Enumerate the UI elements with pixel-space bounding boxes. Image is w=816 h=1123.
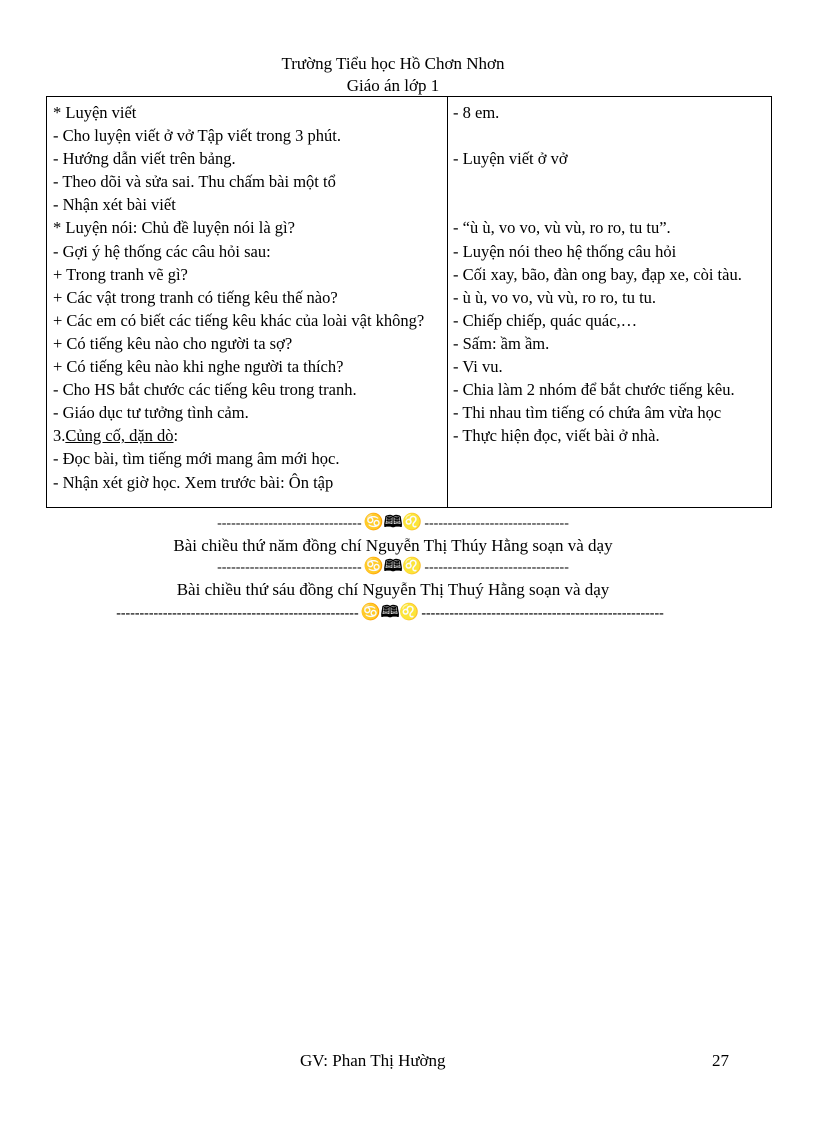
left-row: - Nhận xét giờ học. Xem trước bài: Ôn tập xyxy=(53,472,334,492)
left-row: - Theo dõi và sửa sai. Thu chấm bài một tổ xyxy=(53,172,336,192)
ornament-icon: ♋🕮♌ xyxy=(360,604,420,621)
friday-note: Bài chiều thứ sáu đồng chí Nguyễn Thị Thuý Hằng soạn và dạy xyxy=(176,580,610,599)
left-row: - Cho HS bắt chước các tiếng kêu trong tranh. xyxy=(53,380,357,400)
left-row: + Trong tranh vẽ gì? xyxy=(53,264,188,284)
teacher-activities-column xyxy=(53,101,441,494)
right-row: - Chiếp chiếp, quác quác,… xyxy=(453,310,638,330)
right-row: - Chia làm 2 nhóm để bắt chước tiếng kêu. xyxy=(453,380,735,400)
thursday-note: Bài chiều thứ năm đồng chí Nguyễn Thị Thúy Hằng soạn và dạy xyxy=(173,536,613,555)
left-row: + Các vật trong tranh có tiếng kêu thế nào? xyxy=(53,287,338,307)
ornament-icon: ♋🕮♌ xyxy=(363,514,423,531)
left-row: - Gợi ý hệ thống các câu hỏi sau: xyxy=(53,241,271,261)
left-row: - Hướng dẫn viết trên bảng. xyxy=(53,149,236,169)
right-row: - Luyện viết ở vở xyxy=(453,149,568,169)
lesson-table xyxy=(46,96,772,508)
right-row: - Thi nhau tìm tiếng có chứa âm vừa học xyxy=(453,403,722,423)
left-row: - Đọc bài, tìm tiếng mới mang âm mới học. xyxy=(53,449,340,469)
left-row: + Có tiếng kêu nào khi nghe người ta thích? xyxy=(53,357,344,377)
section-title: Củng cố, dặn dò xyxy=(65,426,174,446)
right-row: - 8 em. xyxy=(453,103,500,122)
left-row: + Các em có biết các tiếng kêu khác của loài vật không? xyxy=(53,310,425,330)
left-row-section xyxy=(53,424,441,447)
left-row: * Luyện viết xyxy=(53,103,137,122)
right-row: - “ù ù, vo vo, vù vù, ro ro, tu tu”. xyxy=(453,218,671,238)
right-row: - Thực hiện đọc, viết bài ở nhà. xyxy=(453,426,660,446)
lesson-subtitle: Giáo án lớp 1 xyxy=(346,76,440,95)
end-divider: ---------------------------------------------------- ♋🕮♌ ---------------------------------------------------- xyxy=(116,604,664,621)
right-row: - Luyện nói theo hệ thống câu hỏi xyxy=(453,241,677,261)
school-name: Trường Tiểu học Hồ Chơn Nhơn xyxy=(281,54,505,73)
right-row-spacer xyxy=(453,124,767,147)
left-row: - Nhận xét bài viết xyxy=(53,195,176,215)
left-row: * Luyện nói: Chủ đề luyện nói là gì? xyxy=(53,218,295,238)
right-row-spacer xyxy=(453,170,767,193)
page-number: 27 xyxy=(712,1051,729,1070)
left-row: + Có tiếng kêu nào cho người ta sợ? xyxy=(53,333,293,353)
right-row: - ù ù, vo vo, vù vù, ro ro, tu tu. xyxy=(453,287,657,307)
footer-teacher: GV: Phan Thị Hường xyxy=(300,1051,446,1070)
right-row-spacer xyxy=(453,193,767,216)
student-activities-column xyxy=(453,101,767,447)
section-divider: ------------------------------- ♋🕮♌ ------------------------------- xyxy=(217,558,569,575)
section-number: 3. xyxy=(53,426,66,446)
left-row: - Giáo dục tư tưởng tình cảm. xyxy=(53,403,249,423)
section-divider: ------------------------------- ♋🕮♌ ------------------------------- xyxy=(217,514,569,531)
right-row: - Vi vu. xyxy=(453,357,503,377)
column-divider xyxy=(447,97,448,507)
left-row: - Cho luyện viết ở vở Tập viết trong 3 phút. xyxy=(53,126,341,146)
section-colon: : xyxy=(173,426,179,446)
right-row: - Sấm: ầm ầm. xyxy=(453,333,550,353)
right-row: - Cối xay, bão, đàn ong bay, đạp xe, còi tàu. xyxy=(453,264,742,284)
ornament-icon: ♋🕮♌ xyxy=(363,558,423,575)
